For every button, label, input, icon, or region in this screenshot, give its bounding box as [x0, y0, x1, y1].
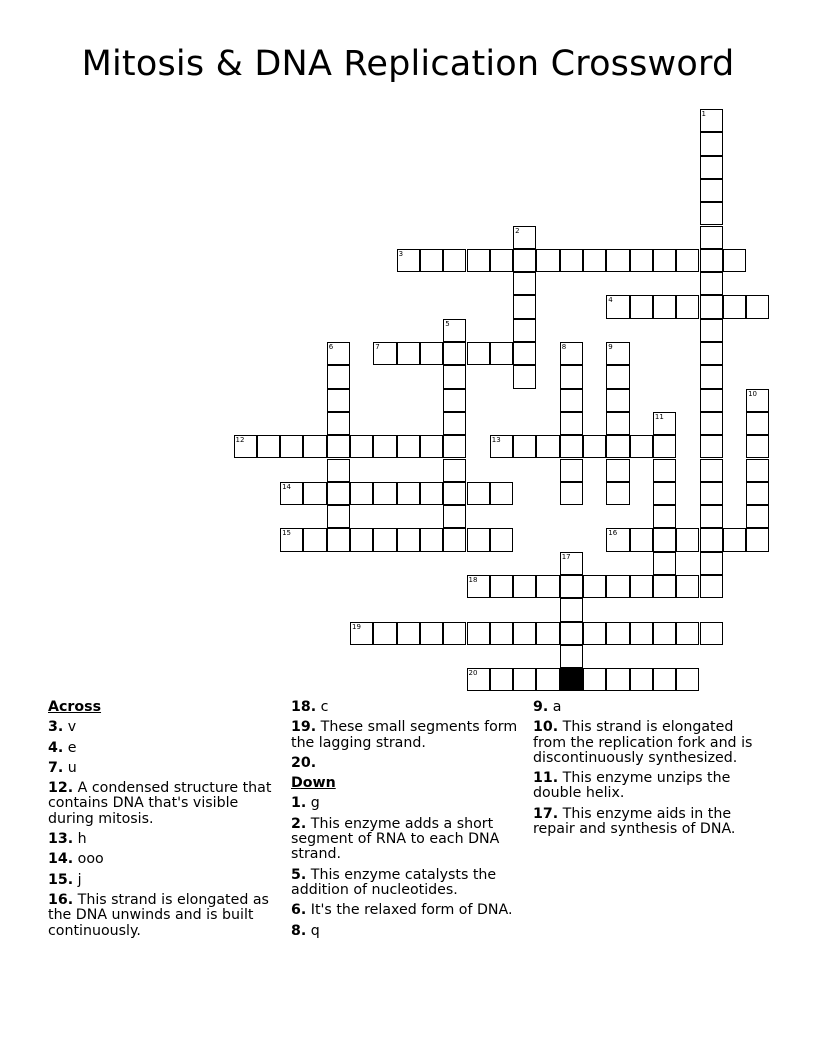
- clues-column-1: [48, 700, 283, 944]
- grid-cell[interactable]: [420, 528, 443, 551]
- grid-cell[interactable]: [350, 622, 373, 645]
- grid-cell[interactable]: [676, 668, 699, 691]
- grid-cell[interactable]: [467, 342, 490, 365]
- grid-cell[interactable]: [653, 435, 676, 458]
- clue-text: This enzyme aids in the repair and synthesis of DNA.: [533, 805, 736, 838]
- grid-cell[interactable]: [653, 295, 676, 318]
- grid-cell[interactable]: [700, 202, 723, 225]
- grid-cell[interactable]: [700, 156, 723, 179]
- across-clue: [48, 720, 283, 735]
- grid-cell[interactable]: [467, 528, 490, 551]
- grid-cell[interactable]: [257, 435, 280, 458]
- grid-cell[interactable]: [536, 249, 559, 272]
- grid-cell[interactable]: [443, 412, 466, 435]
- grid-cell[interactable]: [700, 575, 723, 598]
- grid-cell[interactable]: [606, 365, 629, 388]
- grid-cell[interactable]: [560, 645, 583, 668]
- clue-number: 4.: [48, 739, 64, 756]
- grid-cell[interactable]: [513, 249, 536, 272]
- clue-text: This enzyme catalysts the addition of nucleotides.: [291, 866, 497, 898]
- grid-cell[interactable]: [327, 365, 350, 388]
- grid-cell[interactable]: [630, 575, 653, 598]
- across-clue: [291, 756, 526, 771]
- grid-cell[interactable]: [373, 342, 396, 365]
- across-clue: [48, 873, 283, 888]
- grid-cell[interactable]: [536, 622, 559, 645]
- grid-cell[interactable]: [397, 435, 420, 458]
- grid-cell[interactable]: [606, 459, 629, 482]
- down-clue: [291, 817, 526, 863]
- grid-cell[interactable]: [536, 435, 559, 458]
- clue-number: 13.: [48, 831, 74, 848]
- clue-number: 6.: [291, 902, 307, 919]
- grid-cell[interactable]: [746, 389, 769, 412]
- grid-cell[interactable]: [700, 132, 723, 155]
- grid-cell[interactable]: [630, 622, 653, 645]
- clue-number-label: 8: [561, 343, 567, 351]
- down-clue: [291, 903, 526, 918]
- grid-cell[interactable]: [746, 505, 769, 528]
- grid-cell[interactable]: [397, 249, 420, 272]
- grid-cell[interactable]: [560, 482, 583, 505]
- grid-cell[interactable]: [746, 459, 769, 482]
- grid-cell[interactable]: [560, 342, 583, 365]
- grid-cell[interactable]: [676, 295, 699, 318]
- grid-cell[interactable]: [513, 319, 536, 342]
- across-clue: [48, 893, 283, 939]
- grid-cell[interactable]: [653, 505, 676, 528]
- grid-cell[interactable]: [630, 668, 653, 691]
- clue-number-label: 13: [491, 436, 501, 445]
- clue-number: 11.: [533, 770, 559, 787]
- clue-text: v: [67, 719, 77, 736]
- grid-cell[interactable]: [676, 528, 699, 551]
- clue-text: j: [77, 871, 82, 888]
- grid-cell[interactable]: [443, 528, 466, 551]
- across-clue: [48, 781, 283, 827]
- grid-cell[interactable]: [327, 435, 350, 458]
- across-header: Across: [48, 699, 102, 715]
- grid-cell[interactable]: [676, 249, 699, 272]
- grid-cell[interactable]: [303, 435, 326, 458]
- grid-cell[interactable]: [700, 342, 723, 365]
- grid-cell[interactable]: [606, 575, 629, 598]
- clues-column-3: [533, 700, 768, 842]
- clue-text: This strand is elongated from the replication fork and is discontinuously synthesized.: [533, 719, 753, 766]
- grid-cell[interactable]: [723, 295, 746, 318]
- grid-cell[interactable]: [420, 249, 443, 272]
- grid-cell[interactable]: [746, 482, 769, 505]
- grid-cell[interactable]: [536, 668, 559, 691]
- grid-cell[interactable]: [327, 389, 350, 412]
- grid-cell[interactable]: [746, 528, 769, 551]
- grid-cell[interactable]: [606, 295, 629, 318]
- clue-number: 18.: [291, 699, 317, 715]
- grid-cell[interactable]: [653, 552, 676, 575]
- grid-cell[interactable]: [467, 575, 490, 598]
- grid-cell[interactable]: [490, 575, 513, 598]
- grid-cell[interactable]: [653, 575, 676, 598]
- grid-cell[interactable]: [443, 622, 466, 645]
- grid-cell[interactable]: [723, 249, 746, 272]
- grid-cell[interactable]: [700, 249, 723, 272]
- grid-cell[interactable]: [420, 435, 443, 458]
- grid-cell[interactable]: [513, 622, 536, 645]
- clue-text: g: [310, 795, 320, 812]
- across-clue: [48, 852, 283, 867]
- grid-cell[interactable]: [420, 482, 443, 505]
- grid-cell[interactable]: [560, 249, 583, 272]
- grid-cell[interactable]: [513, 342, 536, 365]
- grid-cell[interactable]: [700, 179, 723, 202]
- grid-cell[interactable]: [700, 622, 723, 645]
- black-cell: [560, 668, 583, 691]
- grid-cell[interactable]: [700, 412, 723, 435]
- grid-cell[interactable]: [560, 575, 583, 598]
- grid-cell[interactable]: [350, 528, 373, 551]
- grid-cell[interactable]: [583, 249, 606, 272]
- grid-cell[interactable]: [560, 598, 583, 621]
- down-clue: [291, 796, 526, 811]
- grid-cell[interactable]: [234, 435, 257, 458]
- grid-cell[interactable]: [443, 249, 466, 272]
- across-clue: [291, 720, 526, 751]
- grid-cell[interactable]: [327, 528, 350, 551]
- down-clue: [291, 868, 526, 899]
- grid-cell[interactable]: [583, 622, 606, 645]
- grid-cell[interactable]: [350, 435, 373, 458]
- clue-number: 14.: [48, 851, 74, 868]
- grid-cell[interactable]: [373, 622, 396, 645]
- clue-number: 16.: [48, 891, 74, 908]
- grid-cell[interactable]: [397, 482, 420, 505]
- grid-cell[interactable]: [700, 295, 723, 318]
- grid-cell[interactable]: [490, 668, 513, 691]
- across-clue: [48, 741, 283, 756]
- down-clue: [533, 771, 768, 802]
- grid-cell[interactable]: [606, 435, 629, 458]
- grid-cell[interactable]: [700, 552, 723, 575]
- grid-cell[interactable]: [583, 435, 606, 458]
- grid-cell[interactable]: [606, 412, 629, 435]
- grid-cell[interactable]: [350, 482, 373, 505]
- grid-cell[interactable]: [653, 482, 676, 505]
- clue-text: e: [67, 739, 77, 756]
- grid-cell[interactable]: [490, 342, 513, 365]
- clue-number: 15.: [48, 871, 74, 888]
- clue-text: This enzyme adds a short segment of RNA to each DNA strand.: [291, 815, 500, 863]
- clue-number-label: 14: [282, 482, 292, 491]
- clue-number: 3.: [48, 719, 64, 736]
- grid-cell[interactable]: [280, 435, 303, 458]
- grid-cell[interactable]: [630, 435, 653, 458]
- grid-cell[interactable]: [653, 249, 676, 272]
- clue-number: 2.: [291, 815, 307, 832]
- grid-cell[interactable]: [467, 482, 490, 505]
- page-title: Mitosis & DNA Replication Crossword: [81, 44, 735, 84]
- grid-cell[interactable]: [280, 528, 303, 551]
- clue-number-label: 16: [608, 529, 618, 538]
- clue-text: c: [320, 699, 329, 715]
- grid-cell[interactable]: [490, 435, 513, 458]
- clue-number: 10.: [533, 719, 559, 736]
- across-clue: [48, 832, 283, 847]
- grid-cell[interactable]: [513, 575, 536, 598]
- grid-cell[interactable]: [443, 435, 466, 458]
- grid-cell[interactable]: [560, 412, 583, 435]
- grid-cell[interactable]: [490, 482, 513, 505]
- grid-cell[interactable]: [630, 528, 653, 551]
- grid-cell[interactable]: [700, 528, 723, 551]
- grid-cell[interactable]: [560, 389, 583, 412]
- clue-number-label: 17: [561, 552, 571, 561]
- clue-text: a: [552, 699, 562, 715]
- grid-cell[interactable]: [606, 389, 629, 412]
- clue-number: 12.: [48, 780, 74, 797]
- grid-cell[interactable]: [700, 365, 723, 388]
- down-header: Down: [291, 775, 336, 792]
- grid-cell[interactable]: [443, 459, 466, 482]
- clue-text: h: [77, 831, 87, 848]
- clue-number: 17.: [533, 805, 559, 822]
- across-clue: [48, 761, 283, 776]
- clue-number-label: 3: [398, 249, 404, 258]
- grid-cell[interactable]: [700, 459, 723, 482]
- grid-cell[interactable]: [443, 342, 466, 365]
- grid-cell[interactable]: [513, 295, 536, 318]
- grid-cell[interactable]: [513, 272, 536, 295]
- clue-text: It's the relaxed form of DNA.: [310, 902, 513, 919]
- grid-cell[interactable]: [513, 365, 536, 388]
- grid-cell[interactable]: [327, 342, 350, 365]
- grid-cell[interactable]: [560, 459, 583, 482]
- grid-cell[interactable]: [443, 482, 466, 505]
- grid-cell[interactable]: [327, 482, 350, 505]
- grid-cell[interactable]: [513, 226, 536, 249]
- grid-cell[interactable]: [606, 249, 629, 272]
- grid-cell[interactable]: [327, 505, 350, 528]
- clue-text: This enzyme unzips the double helix.: [533, 770, 731, 802]
- grid-cell[interactable]: [490, 528, 513, 551]
- grid-cell[interactable]: [373, 435, 396, 458]
- grid-cell[interactable]: [700, 482, 723, 505]
- grid-cell[interactable]: [443, 389, 466, 412]
- clue-text: ooo: [77, 851, 104, 868]
- grid-cell[interactable]: [606, 668, 629, 691]
- grid-cell[interactable]: [700, 109, 723, 132]
- grid-cell[interactable]: [700, 505, 723, 528]
- grid-cell[interactable]: [653, 668, 676, 691]
- clue-number-label: 9: [608, 343, 613, 351]
- grid-cell[interactable]: [560, 365, 583, 388]
- grid-cell[interactable]: [303, 482, 326, 505]
- grid-cell[interactable]: [560, 552, 583, 575]
- grid-cell[interactable]: [606, 482, 629, 505]
- grid-cell[interactable]: [397, 528, 420, 551]
- grid-cell[interactable]: [700, 319, 723, 342]
- grid-cell[interactable]: [746, 295, 769, 318]
- clue-text: u: [67, 759, 77, 776]
- across-clue: [291, 700, 526, 715]
- grid-cell[interactable]: [700, 435, 723, 458]
- clue-number-label: 1: [701, 110, 706, 118]
- grid-cell[interactable]: [630, 249, 653, 272]
- grid-cell[interactable]: [467, 668, 490, 691]
- grid-cell[interactable]: [723, 528, 746, 551]
- grid-cell[interactable]: [583, 575, 606, 598]
- grid-cell[interactable]: [420, 622, 443, 645]
- grid-cell[interactable]: [676, 575, 699, 598]
- clue-number-label: 11: [654, 412, 664, 421]
- down-clue: [533, 700, 768, 715]
- clue-text: These small segments form the lagging strand.: [291, 719, 518, 751]
- grid-cell[interactable]: [583, 668, 606, 691]
- grid-cell[interactable]: [700, 272, 723, 295]
- clue-number-label: 5: [445, 319, 450, 328]
- grid-cell[interactable]: [467, 249, 490, 272]
- grid-cell[interactable]: [676, 622, 699, 645]
- grid-cell[interactable]: [560, 622, 583, 645]
- grid-cell[interactable]: [467, 622, 490, 645]
- grid-cell[interactable]: [513, 668, 536, 691]
- clue-number-label: 12: [235, 436, 245, 445]
- grid-cell[interactable]: [630, 295, 653, 318]
- clue-number-label: 15: [282, 529, 292, 538]
- grid-cell[interactable]: [490, 622, 513, 645]
- clue-number-label: 20: [468, 669, 478, 678]
- clue-number-label: 7: [375, 343, 380, 351]
- grid-cell[interactable]: [746, 412, 769, 435]
- grid-cell[interactable]: [513, 435, 536, 458]
- clue-number: 19.: [291, 719, 317, 736]
- grid-cell[interactable]: [420, 342, 443, 365]
- clue-number: 8.: [291, 922, 307, 939]
- down-clue: [291, 924, 526, 939]
- clue-number-label: 6: [328, 343, 334, 351]
- clue-number-label: 10: [748, 389, 758, 398]
- grid-cell[interactable]: [490, 249, 513, 272]
- clue-number-label: 18: [468, 576, 478, 584]
- grid-cell[interactable]: [397, 342, 420, 365]
- grid-cell[interactable]: [373, 482, 396, 505]
- clue-number: 20.: [291, 754, 317, 771]
- grid-cell[interactable]: [397, 622, 420, 645]
- grid-cell[interactable]: [280, 482, 303, 505]
- clue-text: q: [310, 922, 320, 939]
- grid-cell[interactable]: [653, 622, 676, 645]
- grid-cell[interactable]: [303, 528, 326, 551]
- grid-cell[interactable]: [560, 435, 583, 458]
- grid-cell[interactable]: [536, 575, 559, 598]
- grid-cell[interactable]: [606, 622, 629, 645]
- clue-number: 7.: [48, 759, 64, 776]
- clue-text: This strand is elongated as the DNA unwinds and is built continuously.: [48, 891, 269, 939]
- grid-cell[interactable]: [653, 459, 676, 482]
- clues-column-2: [291, 700, 526, 944]
- grid-cell[interactable]: [653, 528, 676, 551]
- grid-cell[interactable]: [443, 365, 466, 388]
- grid-cell[interactable]: [606, 342, 629, 365]
- grid-cell[interactable]: [653, 412, 676, 435]
- down-clue: [533, 807, 768, 838]
- grid-cell[interactable]: [327, 459, 350, 482]
- grid-cell[interactable]: [373, 528, 396, 551]
- clue-text: A condensed structure that contains DNA that's visible during mitosis.: [48, 780, 272, 827]
- grid-cell[interactable]: [327, 412, 350, 435]
- down-clue: [533, 720, 768, 766]
- clue-number-label: 4: [608, 296, 613, 305]
- grid-cell[interactable]: [606, 528, 629, 551]
- clue-number: 1.: [291, 795, 307, 812]
- clue-number-label: 19: [352, 622, 361, 631]
- grid-cell[interactable]: [443, 505, 466, 528]
- grid-cell[interactable]: [443, 319, 466, 342]
- clue-number: 9.: [533, 699, 549, 715]
- clue-number: 5.: [291, 866, 307, 883]
- grid-cell[interactable]: [700, 226, 723, 249]
- grid-cell[interactable]: [700, 389, 723, 412]
- grid-cell[interactable]: [746, 435, 769, 458]
- clue-number-label: 2: [515, 226, 520, 235]
